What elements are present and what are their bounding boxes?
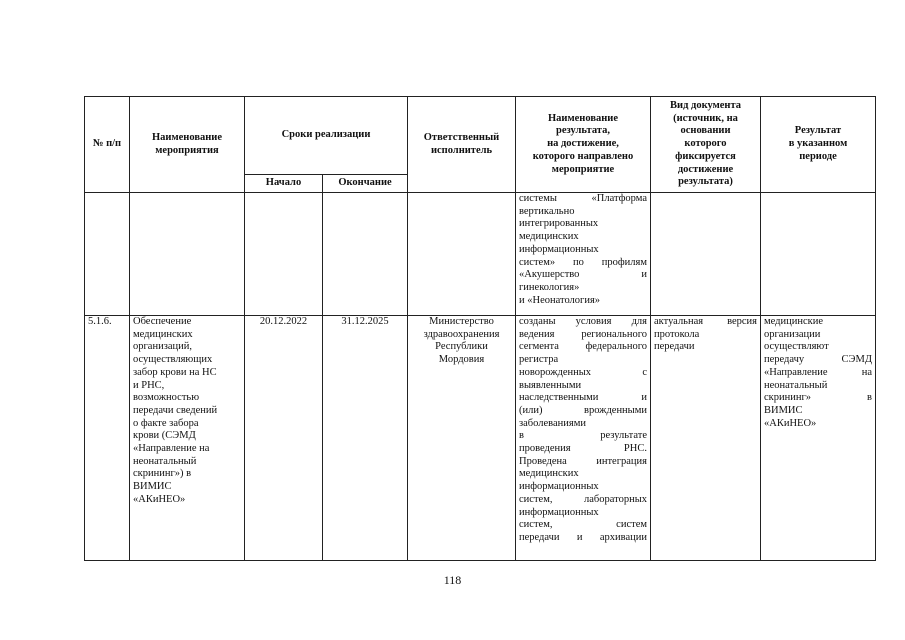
cell-number xyxy=(85,193,130,316)
cell-result-name: созданы условия для ведения регионального сегмента федерального регистра новорожденных с выявленными наследственными и (или) врожденными заболеваниями в результате проведения РНС. Проведена интеграция медицинских информационных систем, лабораторных информационных систем, систем передачи и архивации xyxy=(516,316,651,561)
cell-event-name xyxy=(130,193,245,316)
events-table xyxy=(84,96,876,561)
header-responsible: Ответственный исполнитель xyxy=(408,97,516,193)
table-row-5-1-6 xyxy=(85,316,876,561)
header-end: Окончание xyxy=(323,175,408,193)
cell-number: 5.1.6. xyxy=(85,316,130,561)
header-document-type: Вид документа (источник, на основании которого фиксируется достижение результата) xyxy=(651,97,761,193)
cell-period-result: медицинские организации осуществляют передачу СЭМД «Направление на неонатальный скрининг» в ВИМИС «АКиНЕО» xyxy=(761,316,876,561)
header-period-result: Результат в указанном периоде xyxy=(761,97,876,193)
cell-start xyxy=(245,193,323,316)
cell-end: 31.12.2025 xyxy=(323,316,408,561)
cell-end xyxy=(323,193,408,316)
header-row xyxy=(85,97,876,175)
header-terms: Сроки реализации xyxy=(245,97,408,175)
header-start: Начало xyxy=(245,175,323,193)
cell-start: 20.12.2022 xyxy=(245,316,323,561)
page-number: 118 xyxy=(443,573,462,587)
cell-responsible xyxy=(408,193,516,316)
header-result-name: Наименование результата, на достижение, которого направлено мероприятие xyxy=(516,97,651,193)
cell-document-type xyxy=(651,193,761,316)
cell-event-name: Обеспечение медицинских организаций, осуществляющих забор крови на НС и РНС, возможностью передачи сведений о факте забора крови (СЭМД «Направление на неонатальный скрининг») в ВИМИС «АКиНЕО» xyxy=(130,316,245,561)
cell-result-name: системы «Платформа вертикально интегрированных медицинских информационных систем» по профилям «Акушерство и гинекология» и «Неонатология» xyxy=(516,193,651,316)
cell-period-result xyxy=(761,193,876,316)
table-row-continuation xyxy=(85,193,876,316)
cell-document-type: актуальная версия протокола передачи xyxy=(651,316,761,561)
cell-responsible: Министерство здравоохранения Республики Мордовия xyxy=(408,316,516,561)
header-number: № п/п xyxy=(85,97,130,193)
header-event-name: Наименование мероприятия xyxy=(130,97,245,193)
